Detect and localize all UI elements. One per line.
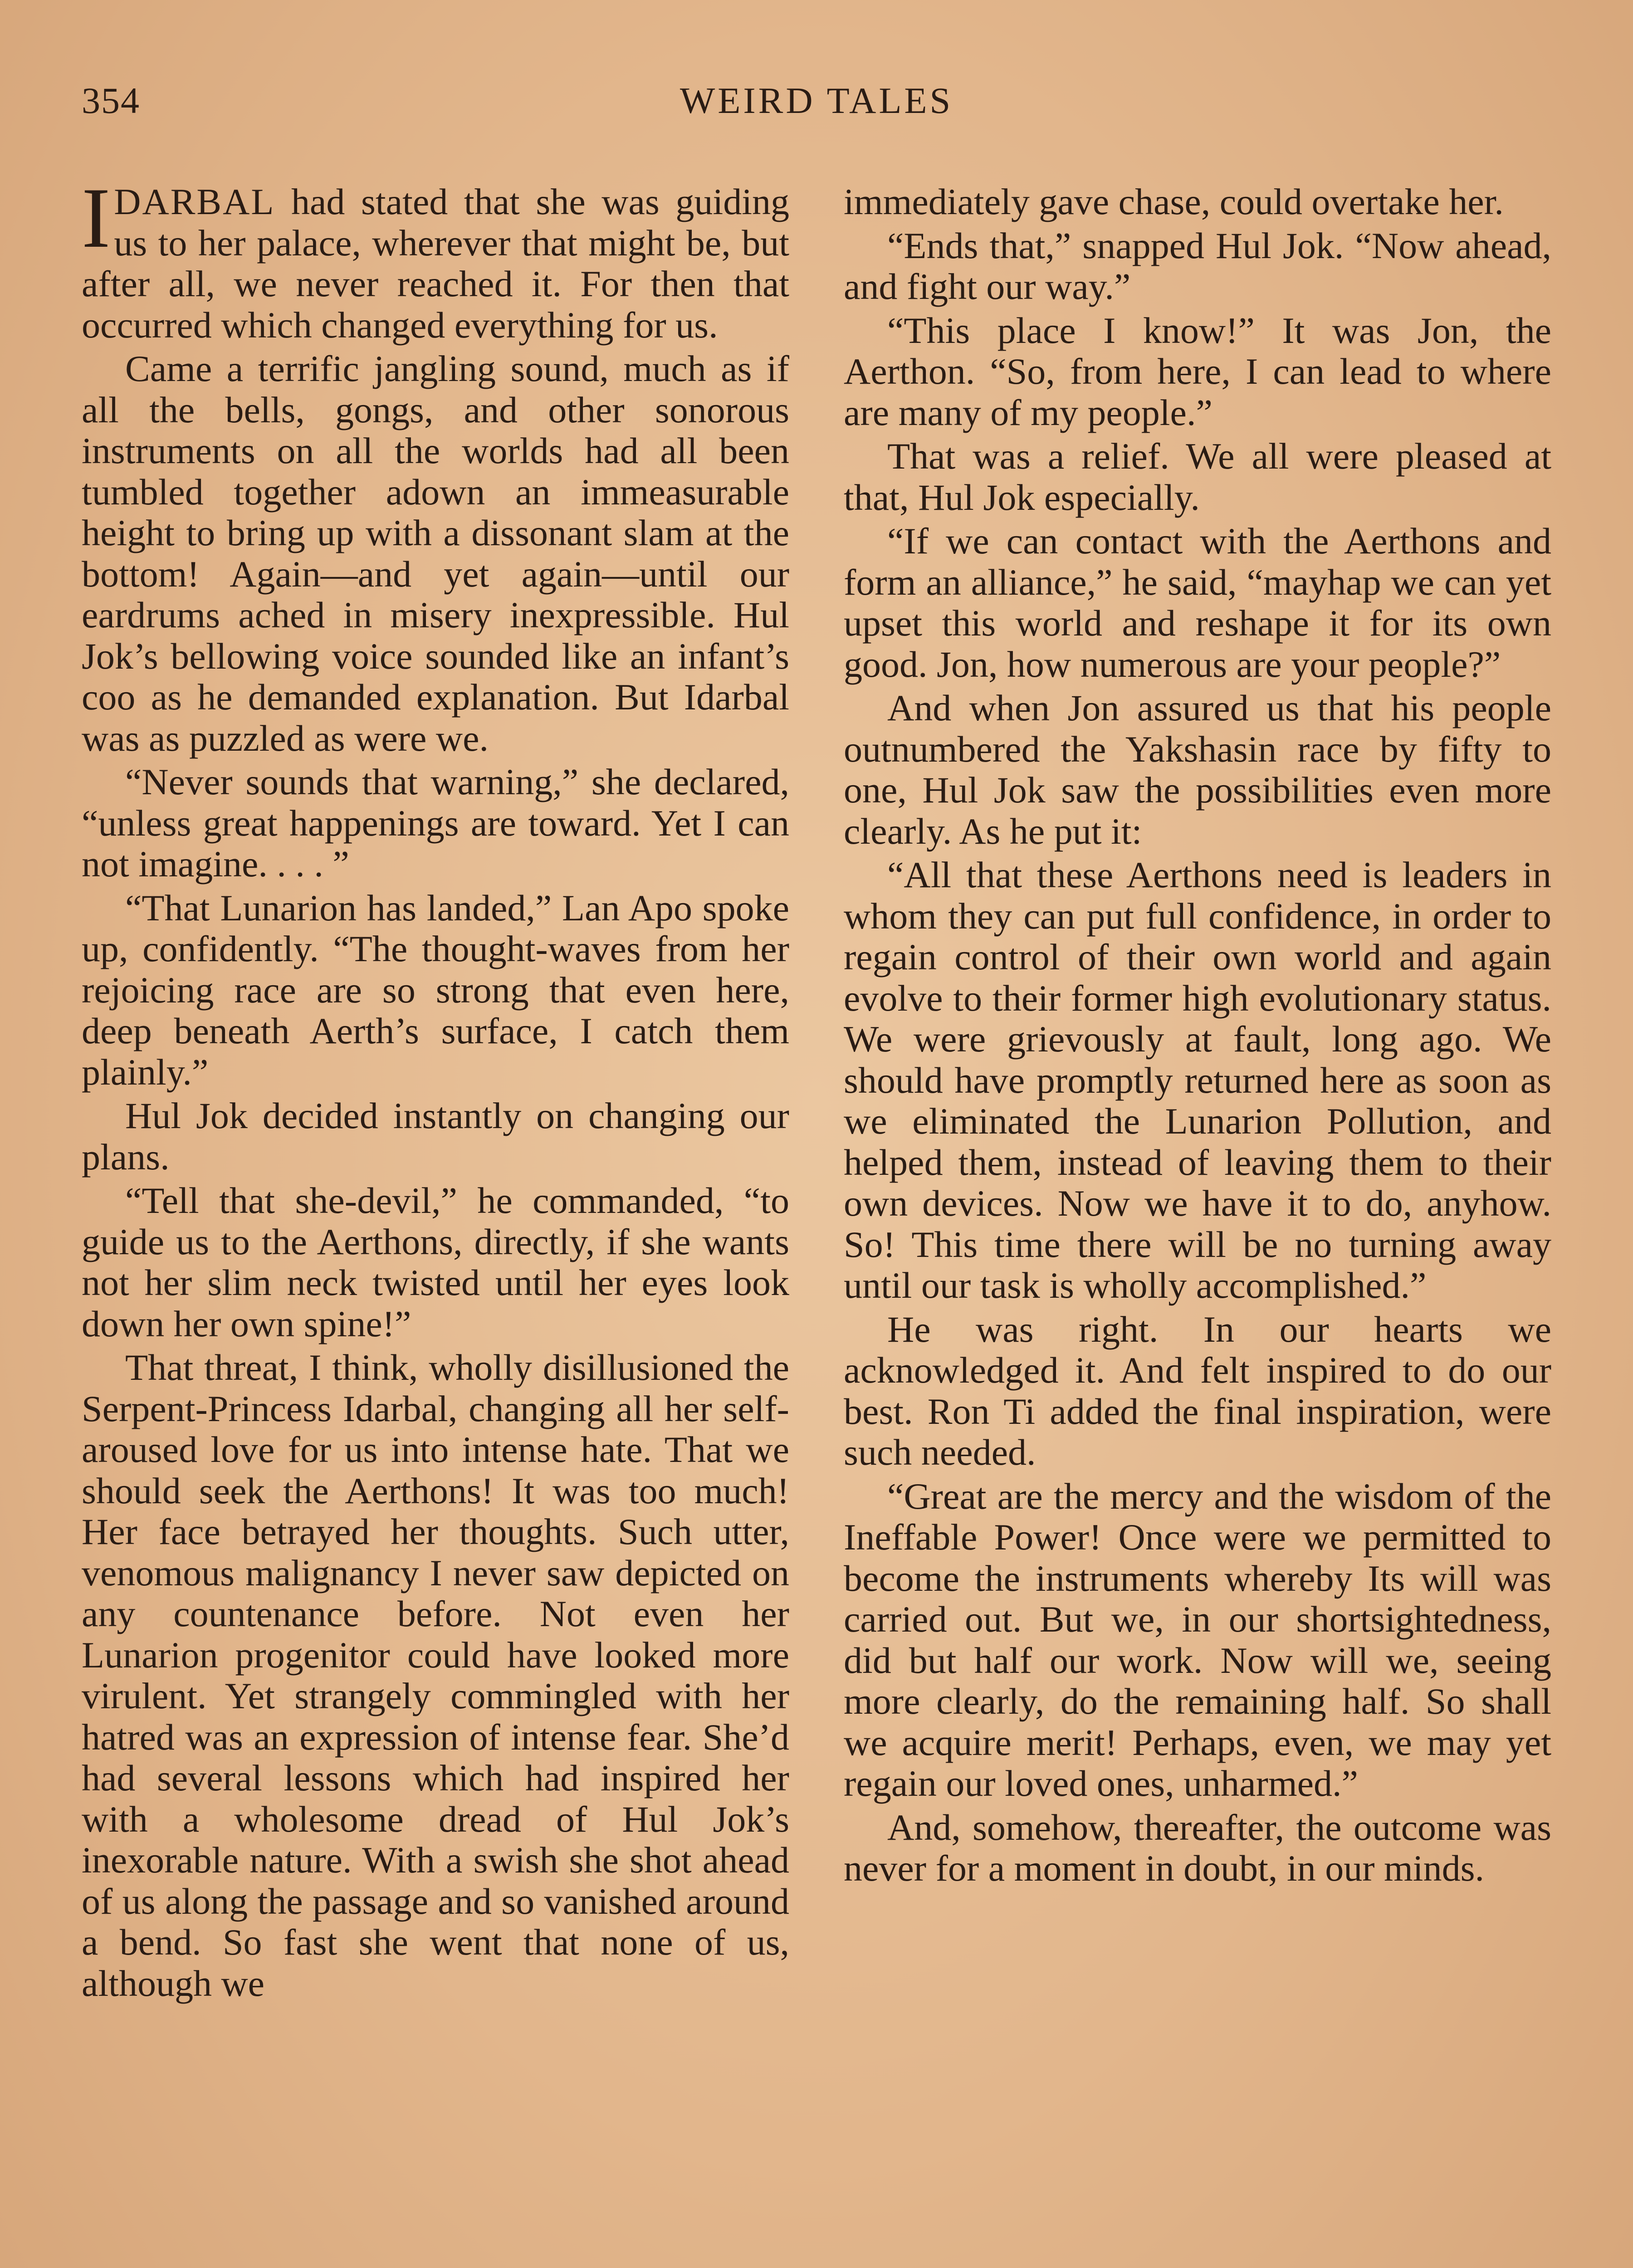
right-column — [844, 181, 1551, 1892]
paragraph: IDARBAL had stated that she was guiding us to her palace, wherever that might be, but after all, we never reached it. For then that occurred which changed everything for us. — [82, 171, 789, 346]
paragraph: “Ends that,” snapped Hul Jok. “Now ahead, and fight our way.” — [844, 225, 1551, 307]
drop-cap: I — [82, 171, 111, 266]
page-header — [82, 79, 1551, 134]
paragraph: “Great are the mercy and the wisdom of the Ineffable Power! Once were we permitted to become the instruments whereby Its will was carried out. But we, in our shortsightedness, did but half our work. Now will we, seeing more clearly, do the remaining half. So shall we acquire merit! Perhaps, even, we may yet regain our loved ones, unharmed.” — [844, 1475, 1551, 1804]
paragraph: And when Jon assured us that his people outnumbered the Yakshasin race by fifty to one, Hul Jok saw the possibilities even more clearly. As he put it: — [844, 687, 1551, 852]
running-title: WEIRD TALES — [680, 80, 953, 121]
paragraph: “All that these Aerthons need is leaders in whom they can put full confidence, in order to regain control of their own world and again evolve to their former high evolutionary status. We were grievously at fault, long ago. We should have promptly returned here as soon as we eliminated the Lunarion Pollution, and helped them, instead of leaving them to their own devices. Now we have it to do, anyhow. So! This time there will be no turning away until our task is wholly accomplished.” — [844, 854, 1551, 1306]
paragraph: That threat, I think, wholly disillusioned the Serpent-Princess Idarbal, changing all her self-aroused love for us into intense hate. That we should seek the Aerthons! It was too much! Her face betrayed her thoughts. Such utter, venomous malignancy I never saw depicted on any countenance before. Not even her Lunarion progenitor could have looked more virulent. Yet strangely commingled with her hatred was an expression of intense fear. She’d had several lessons which had inspired her with a wholesome dread of Hul Jok’s inexorable nature. With a swish she shot ahead of us along the passage and so vanished around a bend. So fast she went that none of us, although we — [82, 1347, 789, 2004]
opening-word: DARBAL — [114, 181, 275, 222]
paragraph: Came a terrific jangling sound, much as if all the bells, gongs, and other sonorous instruments on all the worlds had all been tumbled together adown an immeasurable height to bring up with a dissonant slam at the bottom! Again—and yet again—until our eardrums ached in misery inexpressible. Hul Jok’s bellowing voice sounded like an infant’s coo as he demanded explanation. But Idarbal was as puzzled as were we. — [82, 348, 789, 759]
paragraph: And, somehow, thereafter, the outcome was never for a moment in doubt, in our minds. — [844, 1806, 1551, 1889]
paragraph: immediately gave chase, could overtake her. — [844, 181, 1504, 222]
paragraph: “Tell that she-devil,” he commanded, “to guide us to the Aerthons, directly, if she wants not her slim neck twisted until her eyes look down her own spine!” — [82, 1180, 789, 1344]
paragraph: “This place I know!” It was Jon, the Aerthon. “So, from here, I can lead to where are many of my people.” — [844, 309, 1551, 433]
paragraph: “If we can contact with the Aerthons and form an alliance,” he said, “mayhap we can yet upset this world and reshape it for its own good. Jon, how numerous are your people?” — [844, 520, 1551, 685]
paragraph: He was right. In our hearts we acknowledged it. And felt inspired to do our best. Ron Ti added the final inspiration, were such needed. — [844, 1308, 1551, 1473]
paragraph: Hul Jok decided instantly on changing our plans. — [82, 1095, 789, 1178]
paragraph: That was a relief. We all were pleased at that, Hul Jok especially. — [844, 435, 1551, 518]
left-column — [82, 171, 789, 2007]
paragraph: “That Lunarion has landed,” Lan Apo spoke up, confidently. “The thought-waves from her rejoicing race are so strong that even here, deep beneath Aerth’s surface, I catch them plainly.” — [82, 887, 789, 1093]
paragraph: “Never sounds that warning,” she declared, “unless great happenings are toward. Yet I can not imagine. . . . ” — [82, 761, 789, 885]
page-number: 354 — [82, 80, 140, 121]
